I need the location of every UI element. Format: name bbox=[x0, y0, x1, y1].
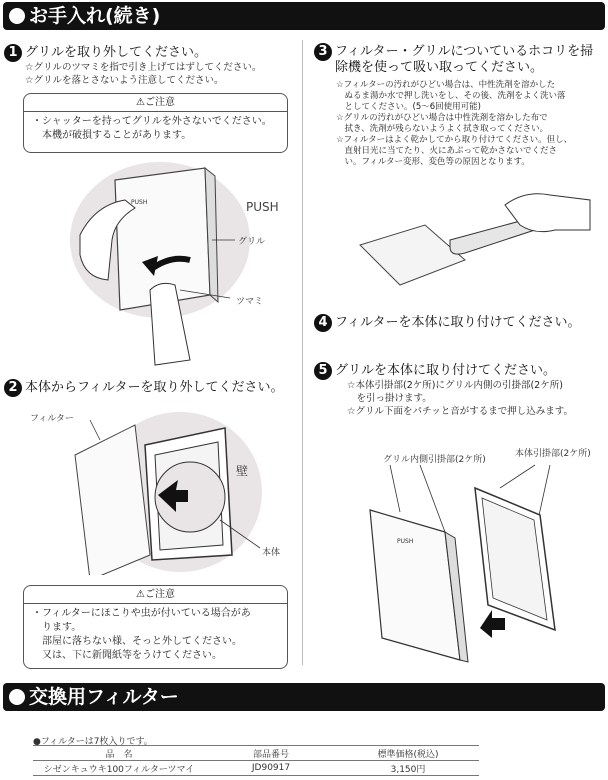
section-title: 交換用フィルター bbox=[29, 686, 179, 708]
grill-label: グリル bbox=[238, 237, 266, 247]
step-note: ☆本体引掛部(2ケ所)にグリル内側の引掛部(2ケ所) bbox=[347, 380, 563, 391]
table-row bbox=[33, 761, 479, 776]
caution-line: ります。 bbox=[32, 622, 82, 633]
table-cell: 3,150円 bbox=[337, 761, 479, 776]
step-note: ☆グリルのツマミを指で引き上げてはずしてください。 bbox=[25, 62, 262, 73]
step-title: グリルを本体に取り付けてください。 bbox=[335, 363, 557, 378]
section-title: お手入れ(続き) bbox=[29, 5, 161, 27]
table-cell: JD90917 bbox=[205, 761, 337, 776]
step-title: フィルターを本体に取り付けてください。 bbox=[335, 315, 581, 330]
caution-line: 又は、下に新聞紙等をうけてください。 bbox=[32, 650, 222, 661]
table-header: 標準価格(税込) bbox=[337, 746, 479, 761]
step-note: ☆グリル下面をパチッと音がするまで押し込みます。 bbox=[347, 406, 573, 417]
note-line: ぬるま湯か水で押し洗いをし、その後、洗剤をよく洗い落 bbox=[336, 91, 566, 101]
note-line: 直射日光に当てたり、火にあぶって乾かさないでくださ bbox=[336, 146, 558, 156]
note-line: ☆フィルターの汚れがひどい場合は、中性洗剤を溶かした bbox=[336, 80, 556, 90]
step-title: フィルター・グリルについているホコリを掃 bbox=[335, 44, 594, 59]
step-number: 2 bbox=[4, 379, 22, 397]
filter-count-note: ●フィルターは7枚入りです。 bbox=[33, 737, 153, 747]
wall-label: 壁 bbox=[236, 464, 249, 478]
step-number: 5 bbox=[314, 362, 332, 380]
caution-heading: ⚠ご注意 bbox=[24, 94, 287, 112]
filter-label: フィルター bbox=[30, 414, 74, 424]
step-title: 除機を使って吸い取ってください。 bbox=[335, 60, 544, 75]
grill-removal-illustration bbox=[40, 160, 300, 370]
step-title: グリルを取り外してください。 bbox=[25, 45, 208, 60]
step-title: 本体からフィルターを取り外してください。 bbox=[25, 380, 284, 395]
bullet-icon bbox=[9, 8, 25, 24]
body-label: 本体 bbox=[262, 548, 281, 558]
note-line: ☆グリルの汚れがひどい場合は中性洗剤を溶かした布で bbox=[336, 113, 548, 123]
caution-heading: ⚠ご注意 bbox=[24, 586, 287, 604]
table-cell: シゼンキュウキ100フィルターツマイ bbox=[33, 761, 205, 776]
vacuum-cleaning-illustration bbox=[355, 185, 595, 295]
bullet-icon bbox=[9, 689, 25, 705]
caution-line: 部屋に落ちない様、そっと外してください。 bbox=[32, 636, 242, 647]
step-notes bbox=[336, 80, 572, 168]
step-number: 3 bbox=[314, 43, 332, 61]
note-line: としてください。(5〜6回使用可能) bbox=[336, 102, 481, 112]
table-header: 品 名 bbox=[33, 746, 205, 761]
knob-label: ツマミ bbox=[236, 297, 264, 307]
grill-push-mark: PUSH bbox=[131, 199, 148, 206]
table-header: 部品番号 bbox=[205, 746, 337, 761]
step-number: 4 bbox=[314, 314, 332, 332]
filter-table bbox=[33, 745, 479, 776]
grill-push-mark: PUSH bbox=[397, 538, 414, 545]
step-number: 1 bbox=[4, 44, 22, 62]
caution-box bbox=[23, 93, 288, 153]
step-note: を引っ掛けます。 bbox=[347, 393, 432, 404]
caution-box bbox=[23, 585, 288, 669]
grill-hook-label: グリル内側引掛部(2ケ所) bbox=[383, 455, 486, 465]
caution-line: 本機が破損することがあります。 bbox=[32, 130, 192, 141]
caution-line: ・シャッターを持ってグリルを外さないでください。 bbox=[32, 116, 272, 127]
caution-line: ・フィルターにほこりや虫が付いている場合があ bbox=[32, 608, 251, 619]
table-header-row bbox=[33, 746, 479, 761]
body-hook-label: 本体引掛部(2ケ所) bbox=[515, 449, 591, 459]
note-line: ☆フィルターはよく乾かしてから取り付けてください。但し、 bbox=[336, 135, 573, 145]
section-header-replacement bbox=[3, 683, 605, 711]
step-note: ☆グリルを落とさないよう注意してください。 bbox=[25, 75, 224, 86]
note-line: 拭き、洗剤が残らないようよく拭き取ってください。 bbox=[336, 124, 549, 134]
section-header-care bbox=[3, 2, 605, 30]
grill-attach-illustration bbox=[360, 460, 600, 665]
note-line: い。フィルター変形、変色等の原因となります。 bbox=[336, 157, 530, 167]
push-label: PUSH bbox=[246, 200, 279, 214]
column-divider bbox=[302, 40, 303, 665]
